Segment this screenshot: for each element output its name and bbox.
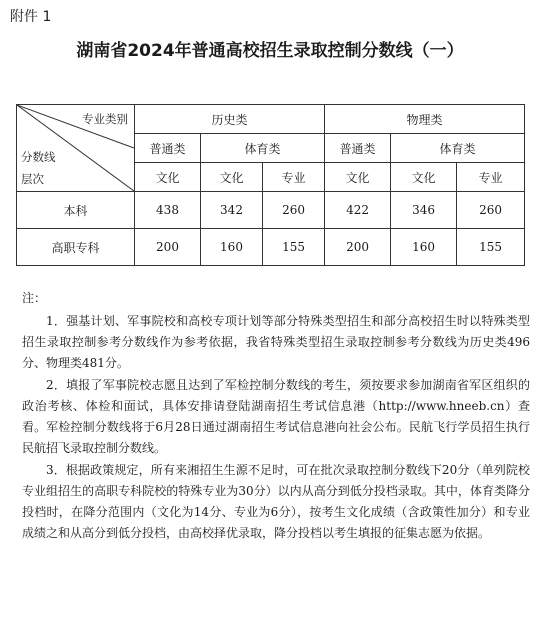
- group-header-physics: 物理类: [325, 105, 525, 134]
- notes-section: [22, 288, 530, 545]
- score-cell: 155: [263, 229, 325, 266]
- score-cell: 200: [325, 229, 391, 266]
- corner-score-line-label: 分数线: [21, 150, 56, 164]
- score-cell: 160: [391, 229, 457, 266]
- subgroup-header: 普通类: [135, 134, 201, 163]
- table-row: [17, 229, 525, 266]
- table-row: [17, 192, 525, 229]
- corner-category-label: 专业类别: [82, 112, 128, 126]
- score-cell: 422: [325, 192, 391, 229]
- corner-level-label: 层次: [21, 172, 44, 186]
- notes-heading: 注：: [22, 291, 47, 305]
- score-cell: 346: [391, 192, 457, 229]
- document-title: 湖南省2024年普通高校招生录取控制分数线（一）: [76, 41, 464, 61]
- note-item-3: 3．根据政策规定，所有来湘招生生源不足时，可在批次录取控制分数线下20分（单列院校专业组招生的高职专科院校的特殊专业为30分）以内从高分到低分投档录取。其中，体育类降分投档时，在降分范围内（文化为14分、专业为6分），按考生文化成绩（含政策性加分）和专业成绩之和从高分到低分投档，由高校择优录取，降分投档以考生填报的征集志愿为依据。: [22, 463, 530, 540]
- column-header: 专业: [263, 163, 325, 192]
- column-header: 文化: [325, 163, 391, 192]
- score-cell: 438: [135, 192, 201, 229]
- row-level-label: 高职专科: [17, 229, 135, 266]
- subgroup-header: 体育类: [391, 134, 525, 163]
- score-cell: 260: [263, 192, 325, 229]
- score-cell: 342: [201, 192, 263, 229]
- score-cell: 260: [457, 192, 525, 229]
- score-table: [16, 104, 525, 266]
- score-cell: 200: [135, 229, 201, 266]
- subgroup-header: 体育类: [201, 134, 325, 163]
- column-header: 文化: [135, 163, 201, 192]
- score-cell: 160: [201, 229, 263, 266]
- table-corner-header: [17, 105, 135, 192]
- attachment-label: 附件 1: [10, 9, 52, 25]
- score-cell: 155: [457, 229, 525, 266]
- subgroup-header: 普通类: [325, 134, 391, 163]
- note-item-1: 1．强基计划、军事院校和高校专项计划等部分特殊类型招生和部分高校招生时以特殊类型招生录取控制参考分数线作为参考依据，我省特殊类型招生录取控制参考分数线为历史类496分、物理类481分。: [22, 314, 530, 370]
- group-header-history: 历史类: [135, 105, 325, 134]
- column-header: 文化: [201, 163, 263, 192]
- column-header: 文化: [391, 163, 457, 192]
- note-item-2: 2．填报了军事院校志愿且达到了军检控制分数线的考生，须按要求参加湖南省军区组织的政治考核、体检和面试，具体安排请登陆湖南招生考试信息港（http://www.hneeb.cn）查看。军检控制分数线将于6月28日通过湖南招生考试信息港向社会公布。民航飞行学员招生执行民航招飞录取控制分数线。: [22, 378, 530, 455]
- column-header: 专业: [457, 163, 525, 192]
- row-level-label: 本科: [17, 192, 135, 229]
